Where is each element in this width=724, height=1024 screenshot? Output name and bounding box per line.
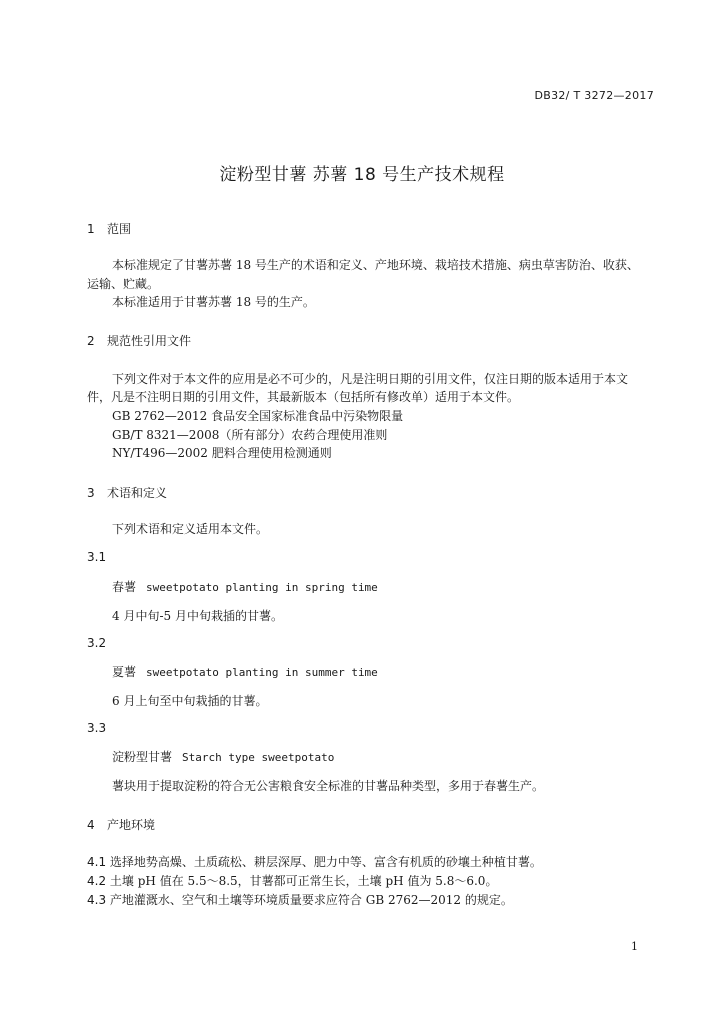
term-english: Starch type sweetpotato [182,751,335,764]
section-number: 2 [87,334,95,348]
section-1-heading [87,221,667,237]
term-chinese: 淀粉型甘薯 [112,750,173,764]
section-title: 规范性引用文件 [107,334,192,348]
section-number: 3 [87,486,95,500]
term-2-heading [112,664,692,681]
section-1-para-2: 本标准适用于甘薯苏薯 18 号的生产。 [112,295,315,309]
section-title: 产地环境 [107,818,156,832]
normative-reference-2: GB/T 8321—2008（所有部分）农药合理使用准则 [112,428,388,442]
term-2-definition: 6 月上旬至中旬栽插的甘薯。 [112,694,268,708]
term-english: sweetpotato planting in spring time [146,581,378,594]
section-1-para-1-line-1: 本标准规定了甘薯苏薯 18 号生产的术语和定义、产地环境、栽培技术措施、病虫草害防治、收获、 [112,258,639,272]
term-3-definition: 薯块用于提取淀粉的符合无公害粮食安全标准的甘薯品种类型，多用于春薯生产。 [112,779,545,793]
term-number: 3.1 [87,550,107,564]
term-3-heading [112,749,692,766]
clause-4-3 [87,892,667,908]
section-title: 范围 [107,222,132,236]
page-number: 1 [631,940,638,953]
clause-number: 4.2 [87,874,107,888]
clause-number: 4.3 [87,893,107,907]
clause-text: 选择地势高燥、土质疏松、耕层深厚、肥力中等、富含有机质的砂壤土种植甘薯。 [109,855,542,869]
clause-4-2 [87,873,667,889]
section-2-para-line-1: 下列文件对于本文件的应用是必不可少的，凡是注明日期的引用文件，仅注日期的版本适用于本文 [112,372,629,386]
section-3-intro: 下列术语和定义适用本文件。 [112,522,269,536]
section-2-para-line-2: 件，凡是不注明日期的引用文件，其最新版本（包括所有修改单）适用于本文件。 [87,390,520,404]
section-4-heading [87,817,667,833]
clause-text: 土壤 pH 值在 5.5～8.5，甘薯都可正常生长，土壤 pH 值为 5.8～6.0。 [109,874,498,888]
section-title: 术语和定义 [107,486,168,500]
section-number: 1 [87,222,95,236]
normative-reference-1: GB 2762—2012 食品安全国家标准食品中污染物限量 [112,409,404,423]
section-3-heading [87,485,667,501]
normative-reference-3: NY/T496—2002 肥料合理使用检测通则 [112,446,332,460]
term-number: 3.2 [87,636,107,650]
section-1-para-1-line-2: 运输、贮藏。 [87,277,160,291]
term-1-definition: 4 月中旬-5 月中旬栽插的甘薯。 [112,609,283,623]
term-chinese: 春薯 [112,580,137,594]
clause-number: 4.1 [87,855,107,869]
clause-text: 产地灌溉水、空气和土壤等环境质量要求应符合 GB 2762—2012 的规定。 [109,893,513,907]
section-2-heading [87,333,667,349]
section-number: 4 [87,818,95,832]
standard-code: DB32/ T 3272—2017 [534,89,654,102]
clause-4-1 [87,854,667,870]
term-english: sweetpotato planting in summer time [146,666,378,679]
document-title: 淀粉型甘薯 苏薯 18 号生产技术规程 [219,165,505,185]
term-number: 3.3 [87,721,107,735]
term-1-heading [112,579,692,596]
term-chinese: 夏薯 [112,665,137,679]
